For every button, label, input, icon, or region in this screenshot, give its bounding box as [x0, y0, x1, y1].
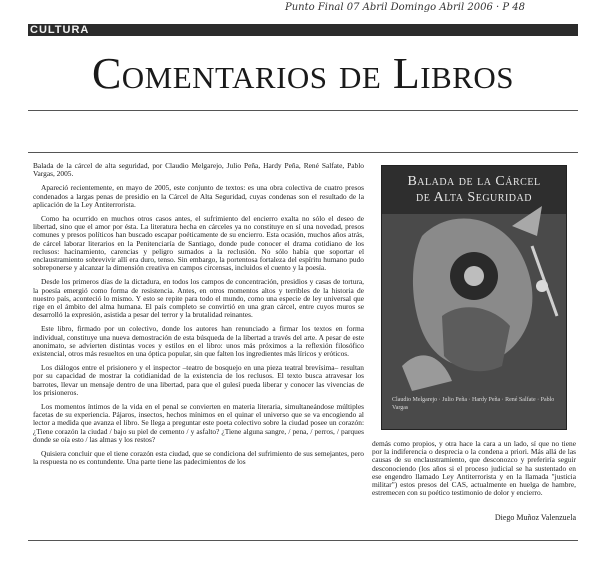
article-paragraph: Quisiera concluir que el tiene corazón esta ciudad, que se condiciona del sufrimiento de sus semejantes, pero la respuesta no es contundente. Una parte tiene las padecimientos de los [33, 449, 364, 467]
content-rule-bottom [28, 540, 578, 541]
article-paragraph: Los diálogos entre el prisionero y el inspector –teatro de bosquejo en una pieza teatral brevísima– resultan por su capacidad de mostrar la cotidianidad de la existencia de los reclusos. El texto busca atravesar los barrotes, llevar un mensaje dentro de una libertad, para que el gulesí pueda liberar y conocer las vivencias de los prisioneros. [33, 363, 364, 397]
book-cover-authors: Claudio Melgarejo · Julio Peña · Hardy Peña · René Salfate · Pablo Vargas [392, 397, 555, 411]
page-title: Comentarios de Libros [91, 49, 515, 98]
title-rule [28, 110, 578, 111]
book-cover-title [382, 174, 566, 206]
article-citation: Balada de la cárcel de alta seguridad, por Claudio Melgarejo, Julio Peña, Hardy Peña, René Salfate, Pablo Vargas, 2005. [33, 161, 364, 179]
book-cover-title-line2: de Alta Seguridad [416, 190, 532, 205]
book-cover-title-line1: Balada de la Cárcel [407, 174, 541, 189]
article-paragraph: Desde los primeros días de la dictadura, en todos los campos de concentración, presidios y casas de tortura, la poesía emergió como forma de resistencia. Antes, en otros momentos altos y terribles de la historia de nuestro país, aconteció lo mismo. Y esto se repite para todo el mundo, como una especie de ley universal que rige en el ámbito del alma humana. El país completo se convirtió en una gran cárcel, entre cuyos muros se desarrolló la expresión, asistida a pesar del terror y la brutalidad reinantes. [33, 277, 364, 320]
section-label: CULTURA [30, 24, 90, 36]
article-paragraph: Los momentos íntimos de la vida en el penal se convierten en materia literaria, simultaneándose múltiples facetas de su experiencia. Pájaros, insectos, hechos mínimos en el quinar el universo que se va encogiendo al lector a medida que avanza el libro. Se llega a preguntar este poeta colectivo sobre la ciudad posee un corazón: ¿Tiene corazón la ciudad / bajo su piel de cemento / y asfalto? ¿Tiene alguna sangre, / pena, / perros, / parques donde se oía esto / las almas y los restos? [33, 402, 364, 444]
article-paragraph: Apareció recientemente, en mayo de 2005, este conjunto de textos: es una obra colectiva de cuatro presos condenados a largas penas de presidio en la Cárcel de Alta Seguridad, cuyas condenas son el resultado de la aplicación de la Ley Antiterrorista. [33, 183, 364, 209]
content-rule-top [28, 152, 578, 153]
section-bar [28, 24, 578, 36]
article-right-column [372, 440, 576, 497]
article-paragraph: Como ha ocurrido en muchos otros casos antes, el sufrimiento del encierro exalta no sólo el deseo de libertad, sino que el amor por ésta. La literatura hecha en cárceles ya no constituye en sí una novedad, presos comunes y presos políticos han buscado escapar poéticamente de su encierro. Esta ocasión, muchos años atrás, de cárcel laborar literarios en la Penitenciaría de Santiago, donde pude conocer el drama cotidiano de los reclusos: hacinamiento, carencias y peligro sumados a la reclusión. No sólo había que soportar el enclaustramiento sobrevivir allí era duro, tenso. Sin embargo, la portentosa fortaleza del espíritu humano pudo sobreponerse y alcanzar la dimensión creativa en campos circensas, incluidos el cuento y la poesía. [33, 214, 364, 273]
book-cover-image [381, 165, 567, 430]
article-paragraph: Este libro, firmado por un colectivo, donde los autores han renunciado a firmar los textos en forma individual, constituye una nueva demostración de esta búsqueda de la libertad a través del arte. A pesar de este anonimato, se advierten distintas voces y estilos en el libro: unos más próximos a la reflexión filosófico existencial, otros más resueltos en una óptica popular, sin que falten los ingredientes más líricos y eróticos. [33, 324, 364, 359]
article-continuation: demás como propios, y otra hace la cara a un lado, sí que no tiene por la indiferencia o desprecia o la condena a priori. Más allá de las causas de su enclaustramiento, que desconozco y preferiría seguir desconociendo (los años si el proceso judicial se ha sustentado en ese engendro llamado Ley Antiterrorista y en la llamada "justicia militar") estos presos del CAS, actualmente en huelga de hambre, estremecen con su poético testimonio de dolor y encierro. [372, 439, 576, 498]
author-signature: Diego Muñoz Valenzuela [494, 513, 576, 522]
article-left-column [33, 162, 364, 473]
handwritten-note: Punto Final 07 Abril Domingo Abril 2006 · P 48 [285, 2, 525, 13]
